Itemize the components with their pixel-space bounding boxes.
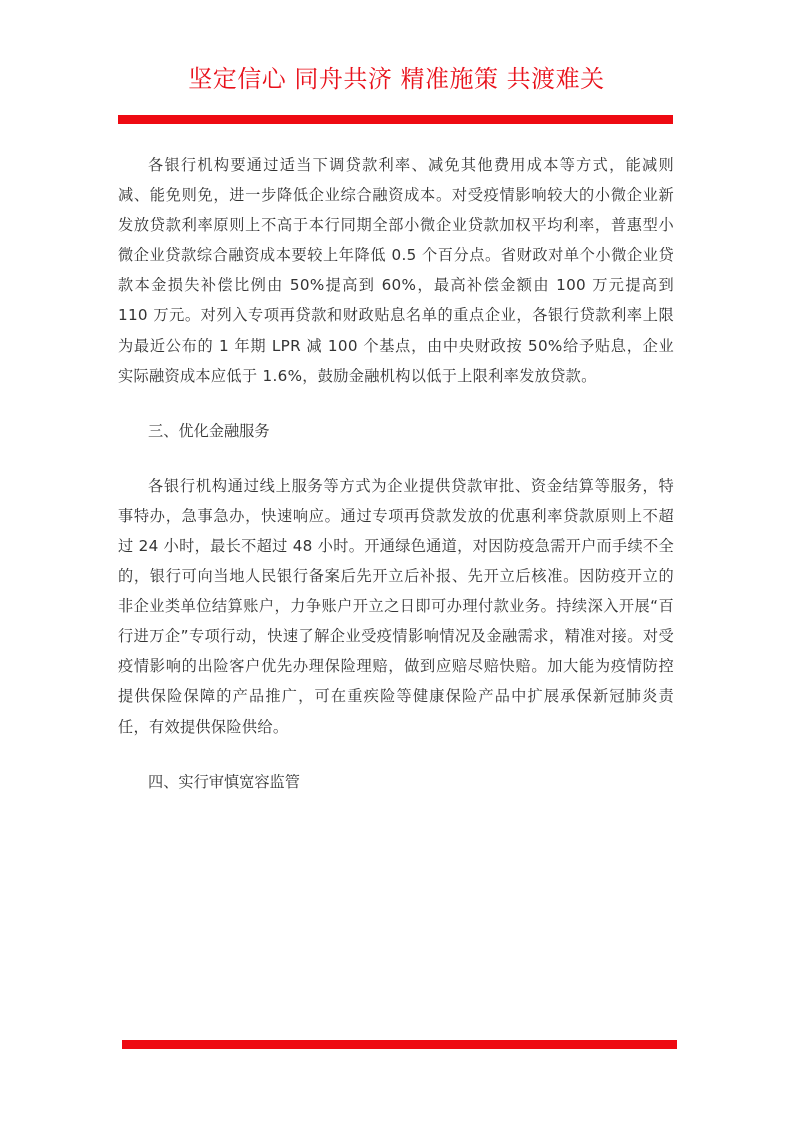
section-heading-prudent-supervision: 四、实行审慎宽容监管 — [148, 772, 300, 791]
bottom-divider — [122, 1040, 677, 1049]
section-heading-optimize-services: 三、优化金融服务 — [148, 421, 270, 440]
page-title: 坚定信心 同舟共济 精准施策 共渡难关 — [188, 65, 605, 93]
paragraph-financial-services: 各银行机构通过线上服务等方式为企业提供贷款审批、资金结算等服务，特事特办，急事急办，快速响应。通过专项再贷款发放的优惠利率贷款原则上不超过 24 小时，最长不超过 48 小时。开通绿色通道，对因防疫急需开户而手续不全的，银行可向当地人民银行备案后先开立后补报、先开立后核准。因防疫开立的非企业类单位结算账户，力争账户开立之日即可办理付款业务。持续深入开展“百行进万企”专项行动，快速了解企业受疫情影响情况及金融需求，精准对接。对受疫情影响的出险客户优先办理保险理赔，做到应赔尽赔快赔。加大能为疫情防控提供保险保障的产品推广，可在重疾险等健康保险产品中扩展承保新冠肺炎责任，有效提供保险供给。 — [118, 476, 674, 736]
document-body — [118, 150, 674, 797]
top-divider — [118, 115, 673, 124]
paragraph-interest-rate: 各银行机构要通过适当下调贷款利率、减免其他费用成本等方式，能减则减、能免则免，进一步降低企业综合融资成本。对受疫情影响较大的小微企业新发放贷款利率原则上不高于本行同期全部小微企业贷款加权平均利率，普惠型小微企业贷款综合融资成本要较上年降低 0.5 个百分点。省财政对单个小微企业贷款本金损失补偿比例由 50%提高到 60%，最高补偿金额由 100 万元提高到 110 万元。对列入专项再贷款和财政贴息名单的重点企业，各银行贷款利率上限为最近公布的 1 年期 LPR 减 100 个基点，由中央财政按 50%给予贴息，企业实际融资成本应低于 1.6%，鼓励金融机构以低于上限利率发放贷款。 — [118, 156, 674, 385]
